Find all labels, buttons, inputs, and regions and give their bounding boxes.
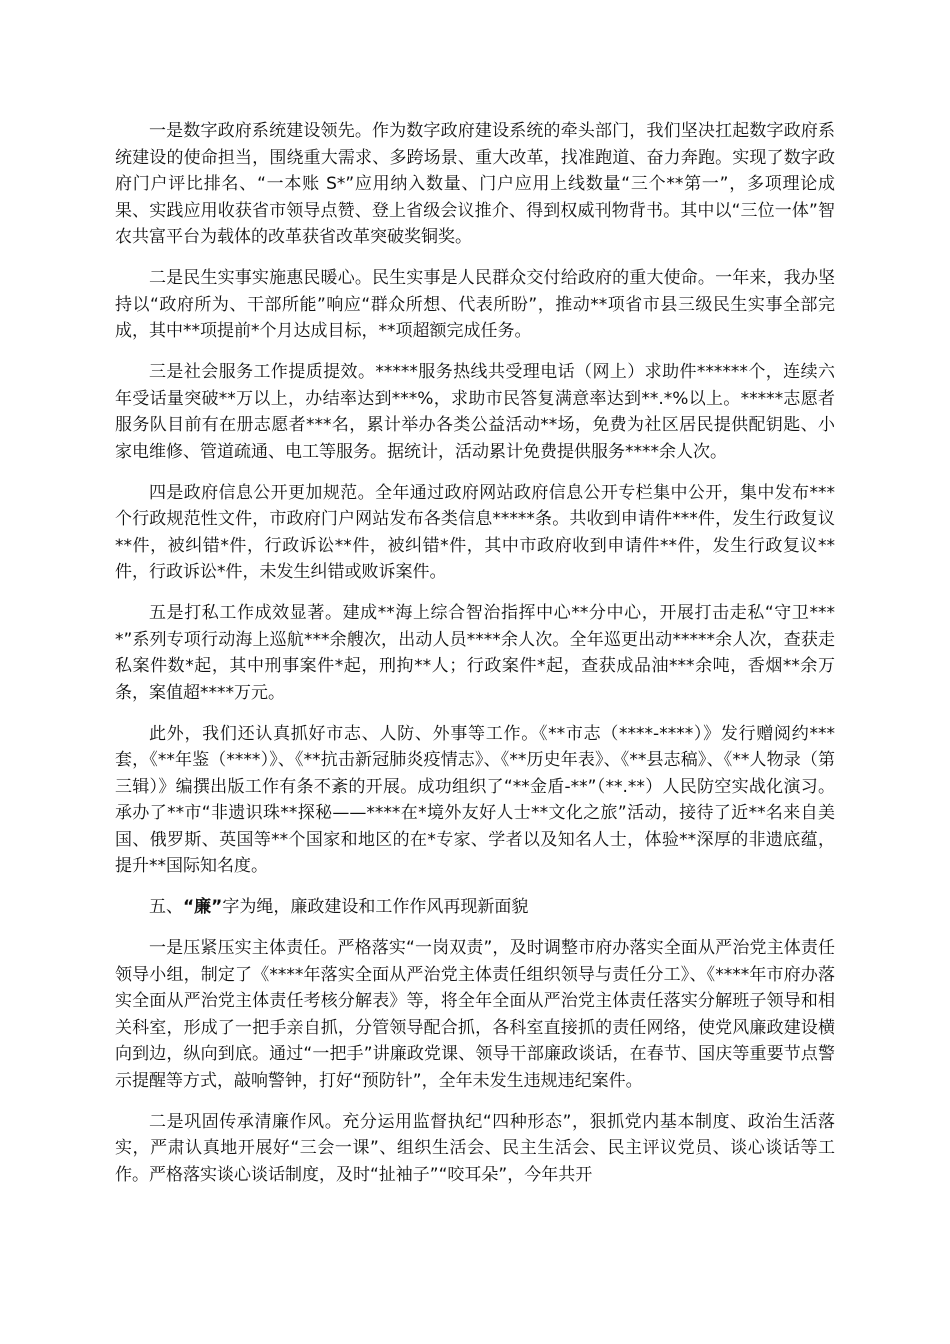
paragraph-social-services: 三是社会服务工作提质提效。*****服务热线共受理电话（网上）求助件******个，连续六年受话量突破**万以上，办结率达到***%，求助市民答复满意率达到**.*%以上。*****志愿者服务队目前有在册志愿者***名，累计举办各类公益活动**场，免费为社区居民提供配钥匙、小家电维修、管道疏通、电工等服务。据统计，活动累计免费提供服务****余人次。 [115, 362, 835, 462]
paragraph-information-disclosure: 四是政府信息公开更加规范。全年通过政府网站政府信息公开专栏集中公开，集中发布***个行政规范性文件，市政府门户网站发布各类信息*****条。共收到申请件***件，发生行政复议**件，被纠错*件，行政诉讼**件，被纠错*件，其中市政府收到申请件**件，发生行政复议**件，行政诉讼*件，未发生纠错或败诉案件。 [115, 482, 835, 582]
section-heading-rest: 字为绳，廉政建设和工作作风再现新面貌 [222, 897, 529, 917]
section-heading [115, 894, 835, 921]
paragraph-main-responsibility: 一是压紧压实主体责任。严格落实“一岗双责”，及时调整市府办落实全面从严治党主体责任领导小组，制定了《****年落实全面从严治党主体责任组织领导与责任分工》、《****年市府办落实全面从严治党主体责任考核分解表》等，将全年全面从严治党主体责任落实分解班子领导和相关科室，形成了一把手亲自抓，分管领导配合抓，各科室直接抓的责任网络，使党风廉政建设横向到边，纵向到底。通过“一把手”讲廉政党课、领导干部廉政谈话，在春节、国庆等重要节点警示提醒等方式，敲响警钟，打好“预防针”，全年未发生违规违纪案件。 [115, 938, 835, 1091]
paragraph-clean-style: 二是巩固传承清廉作风。充分运用监督执纪“四种形态”，狠抓党内基本制度、政治生活落实，严肃认真地开展好“三会一课”、组织生活会、民主生活会、民主评议党员、谈心谈话等工作。严格落实谈心谈话制度，及时“扯袖子”“咬耳朵”，今年共开 [115, 1111, 835, 1185]
paragraph-other-work: 此外，我们还认真抓好市志、人防、外事等工作。《**市志（****-****）》发行赠阅约***套，《**年鉴（****）》、《**抗击新冠肺炎疫情志》、《**历史年表》、《**县志稿》、《**人物录（第三辑）》编撰出版工作有条不紊的开展。成功组织了“**金盾-**”（**.**）人民防空实战化演习。承办了**市“非遗识珠**探秘——****在*境外友好人士**文化之旅”活动，接待了近**名来自美国、俄罗斯、英国等**个国家和地区的在*专家、学者以及知名人士，体验**深厚的非遗底蕴，提升**国际知名度。 [115, 723, 835, 876]
paragraph-anti-smuggling: 五是打私工作成效显著。建成**海上综合智治指挥中心**分中心，开展打击走私“守卫****”系列专项行动海上巡航***余艘次，出动人员****余人次。全年巡更出动*****余人次，查获走私案件数*起，其中刑事案件*起，刑拘**人；行政案件*起，查获成品油***余吨，香烟**余万条，案值超****万元。 [115, 603, 835, 703]
section-heading-prefix: 五、 [149, 897, 183, 917]
section-heading-bold: “廉” [183, 897, 223, 917]
document-page [115, 118, 835, 1203]
paragraph-digital-government: 一是数字政府系统建设领先。作为数字政府建设系统的牵头部门，我们坚决扛起数字政府系统建设的使命担当，围绕重大需求、多跨场景、重大改革，找准跑道、奋力奔跑。实现了数字政府门户评比排名、“一本账 S*”应用纳入数量、门户应用上线数量“三个**第一”，多项理论成果、实践应用收获省市领导点赞、登上省级会议推介、得到权威刊物背书。其中以“三位一体”智农共富平台为载体的改革获省改革突破奖铜奖。 [115, 121, 835, 247]
paragraph-livelihood-projects: 二是民生实事实施惠民暖心。民生实事是人民群众交付给政府的重大使命。一年来，我办坚持以“政府所为、干部所能”响应“群众所想、代表所盼”，推动**项省市县三级民生实事全部完成，其中**项提前*个月达成目标，**项超额完成任务。 [115, 268, 835, 341]
